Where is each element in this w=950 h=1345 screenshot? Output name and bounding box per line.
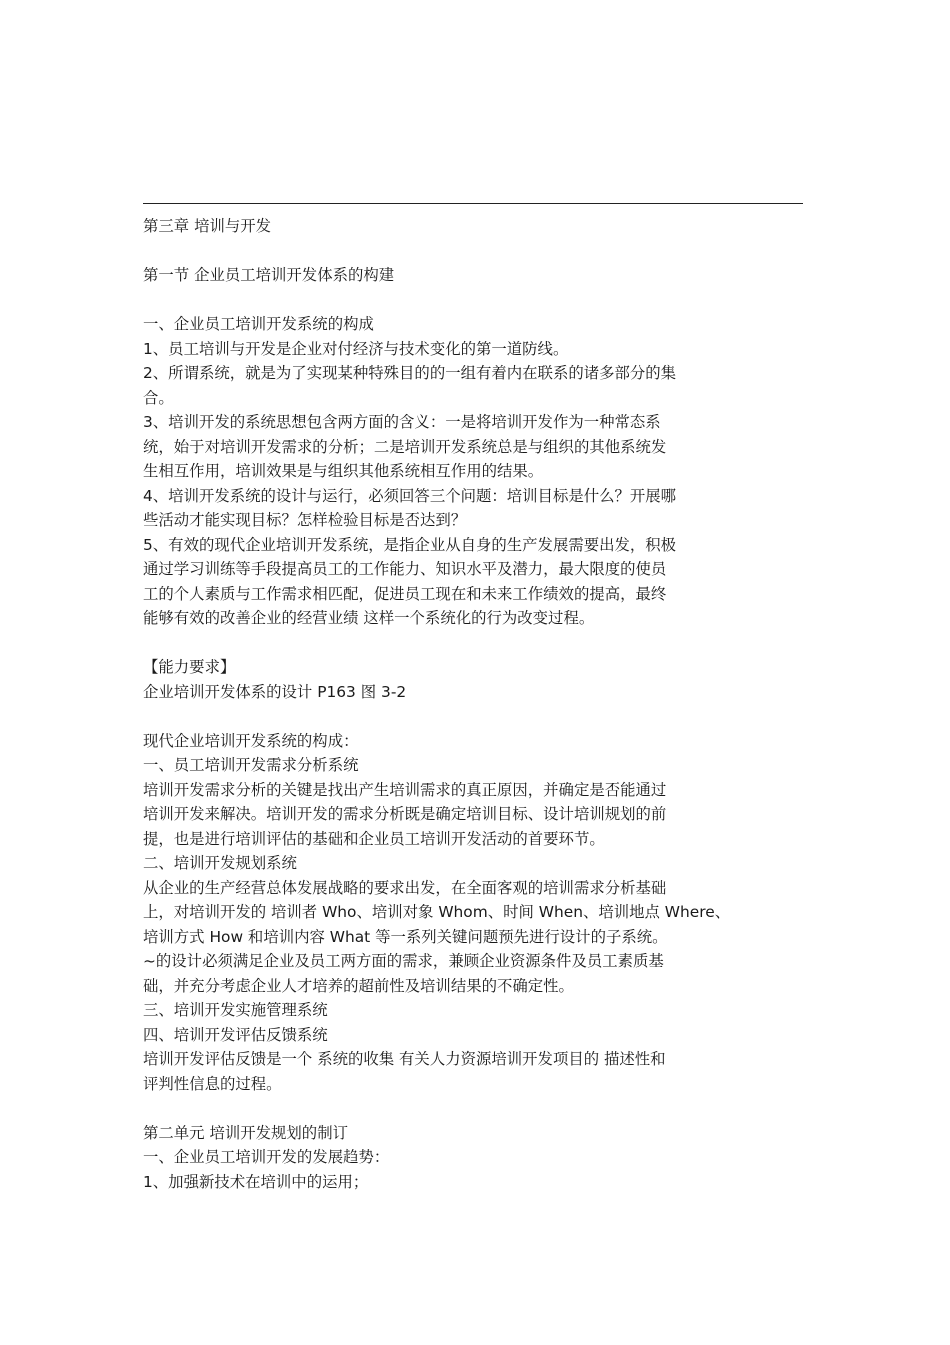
text-line: 合。 <box>143 388 174 407</box>
blank-line <box>143 631 808 656</box>
section-title: 第一节 企业员工培训开发体系的构建 <box>143 266 395 284</box>
text-line: 二、培训开发规划系统 <box>143 854 297 872</box>
text-line: 一、企业员工培训开发的发展趋势： <box>143 1148 390 1166</box>
text-line: 三、培训开发实施管理系统 <box>143 1001 328 1019</box>
text-line: 生相互作用，培训效果是与组织其他系统相互作用的结果。 <box>143 462 544 480</box>
text-line: 一、员工培训开发需求分析系统 <box>143 756 359 774</box>
text-line: 提，也是进行培训评估的基础和企业员工培训开发活动的首要环节。 <box>143 829 605 848</box>
text-line: ~的设计必须满足企业及员工两方面的需求，兼顾企业资源条件及员工素质基 <box>143 952 664 970</box>
text-line: 培训开发评估反馈是一个 系统的收集 有关人力资源培训开发项目的 描述性和 <box>143 1050 666 1068</box>
text-line: 4、培训开发系统的设计与运行，必须回答三个问题：培训目标是什么？开展哪 <box>143 486 677 505</box>
text-line: 培训方式 How 和培训内容 What 等一系列关键问题预先进行设计的子系统。 <box>143 927 668 946</box>
text-line: 统，始于对培训开发需求的分析；二是培训开发系统总是与组织的其他系统发 <box>143 437 667 456</box>
unit-title: 第二单元 培训开发规划的制订 <box>143 1123 348 1142</box>
text-line: 3、培训开发的系统思想包含两方面的含义：一是将培训开发作为一种常态系 <box>143 413 661 431</box>
header-rule <box>143 203 803 204</box>
chapter-title: 第三章 培训与开发 <box>143 217 272 235</box>
text-line: 些活动才能实现目标？怎样检验目标是否达到？ <box>143 511 467 529</box>
text-line: 工的个人素质与工作需求相匹配，促进员工现在和未来工作绩效的提高，最终 <box>143 584 667 603</box>
blank-line <box>143 1096 808 1121</box>
text-line: 5、有效的现代企业培训开发系统，是指企业从自身的生产发展需要出发，积极 <box>143 535 677 554</box>
figure-reference: 企业培训开发体系的设计 P163 图 3-2 <box>143 682 407 701</box>
text-line: 培训开发需求分析的关键是找出产生培训需求的真正原因，并确定是否能通过 <box>143 780 667 799</box>
text-line: 能够有效的改善企业的经营业绩 这样一个系统化的行为改变过程。 <box>143 609 595 627</box>
ability-heading: 【能力要求】 <box>143 658 236 676</box>
blank-line <box>143 288 808 313</box>
subsection-heading: 一、企业员工培训开发系统的构成 <box>143 315 374 333</box>
text-line: 培训开发来解决。培训开发的需求分析既是确定培训目标、设计培训规划的前 <box>143 805 667 823</box>
text-line: 评判性信息的过程。 <box>143 1074 282 1093</box>
text-line: 通过学习训练等手段提高员工的工作能力、知识水平及潜力，最大限度的使员 <box>143 560 667 578</box>
text-line: 础，并充分考虑企业人才培养的超前性及培训结果的不确定性。 <box>143 976 574 995</box>
text-line: 从企业的生产经营总体发展战略的要求出发，在全面客观的培训需求分析基础 <box>143 878 667 897</box>
text-line: 上，对培训开发的 培训者 Who、培训对象 Whom、时间 When、培训地点 Where、 <box>143 903 731 921</box>
blank-line <box>143 239 808 264</box>
text-line: 1、加强新技术在培训中的运用； <box>143 1172 369 1191</box>
subsection-heading: 现代企业培训开发系统的构成： <box>143 731 359 750</box>
document-body <box>143 214 808 1194</box>
text-line: 四、培训开发评估反馈系统 <box>143 1025 328 1044</box>
text-line: 2、所谓系统，就是为了实现某种特殊目的的一组有着内在联系的诸多部分的集 <box>143 364 677 382</box>
text-line: 1、员工培训与开发是企业对付经济与技术变化的第一道防线。 <box>143 339 569 358</box>
blank-line <box>143 704 808 729</box>
